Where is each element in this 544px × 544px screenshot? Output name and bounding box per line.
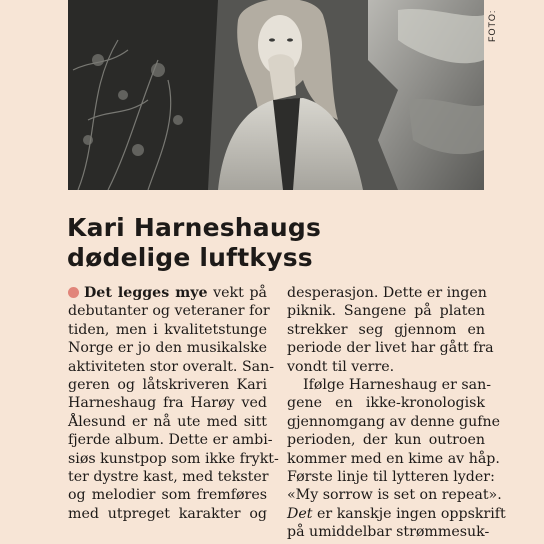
text-line: ter dystre kast, med tekster bbox=[68, 469, 269, 486]
lead-in: Det legges mye bbox=[84, 285, 208, 301]
text-line: kommer med en kime av håp. bbox=[287, 450, 500, 467]
text-line: vondt til verre. bbox=[287, 358, 395, 375]
text-line: gene en ikke-kronologisk bbox=[287, 395, 485, 412]
photo-credit: FOTO: bbox=[487, 9, 497, 42]
text-line: periode der livet har gått fra bbox=[287, 340, 494, 357]
headline-line-2: dødelige luftkyss bbox=[67, 243, 313, 272]
portrait-photo-image bbox=[68, 0, 484, 190]
text-line: aktiviteten stor overalt. San- bbox=[68, 358, 275, 375]
text-line: Første linje til lytteren lyder: bbox=[287, 469, 495, 486]
text-line: Ifølge Harneshaug er san- bbox=[303, 377, 492, 394]
article-headline bbox=[67, 213, 487, 273]
text-line: geren og låtskriveren Kari bbox=[68, 377, 267, 394]
text-line: strekker seg gjennom en bbox=[287, 321, 485, 338]
text-line: siøs kunstpop som ikke frykt- bbox=[68, 450, 279, 467]
article-column-left: Det legges mye vekt på debutanter og veteraner for tiden, men i kvalitetstunge Norge er jo den musikalske aktiviteten stor overalt. San- geren og låtskriveren Kari Harneshaug fra Harøy ved Ålesund er nå ute med sitt fjerde album. Dette er ambi- siøs kunstpop som ikke frykt- ter dystre kast, med tekster og melodier som fremføres med utpreget karakter og bbox=[68, 285, 279, 522]
headline-line-1: Kari Harneshaugs bbox=[67, 213, 322, 242]
text-line: perioden, der kun outroen bbox=[287, 432, 485, 449]
text-line: desperasjon. Dette er ingen bbox=[287, 285, 487, 301]
article-column-right: desperasjon. Dette er ingen piknik. Sangene på platen strekker seg gjennom en periode der livet har gått fra vondt til verre. Ifølge Harneshaug er san- gene en ikke-kronologisk gjennomgang av denne gufne perioden, der kun outroen kommer med en kime av håp. Første linje til lytteren lyder: «My sorrow is set on repeat». Det er kanskje ingen oppskrift på umiddelbar strømmesuk- bbox=[287, 285, 506, 541]
bullet-dot-icon bbox=[68, 287, 79, 298]
text-line: debutanter og veteraner for bbox=[68, 303, 270, 320]
text-line: fjerde album. Dette er ambi- bbox=[68, 432, 273, 449]
text-line: Harneshaug fra Harøy ved bbox=[68, 395, 267, 412]
text-line: med utpreget karakter og bbox=[68, 505, 267, 522]
text-line: gjennomgang av denne gufne bbox=[287, 413, 501, 430]
italic-word: Det bbox=[287, 505, 313, 522]
text-line: Ålesund er nå ute med sitt bbox=[68, 413, 267, 430]
hero-photo bbox=[68, 0, 484, 190]
text-line: på umiddelbar strømmesuk- bbox=[287, 524, 490, 541]
text-line: «My sorrow is set on repeat». bbox=[287, 487, 502, 504]
text-line: og melodier som fremføres bbox=[68, 487, 267, 504]
text-line: Norge er jo den musikalske bbox=[68, 340, 267, 357]
text-line: piknik. Sangene på platen bbox=[287, 303, 485, 320]
text-line: tiden, men i kvalitetstunge bbox=[68, 321, 267, 338]
